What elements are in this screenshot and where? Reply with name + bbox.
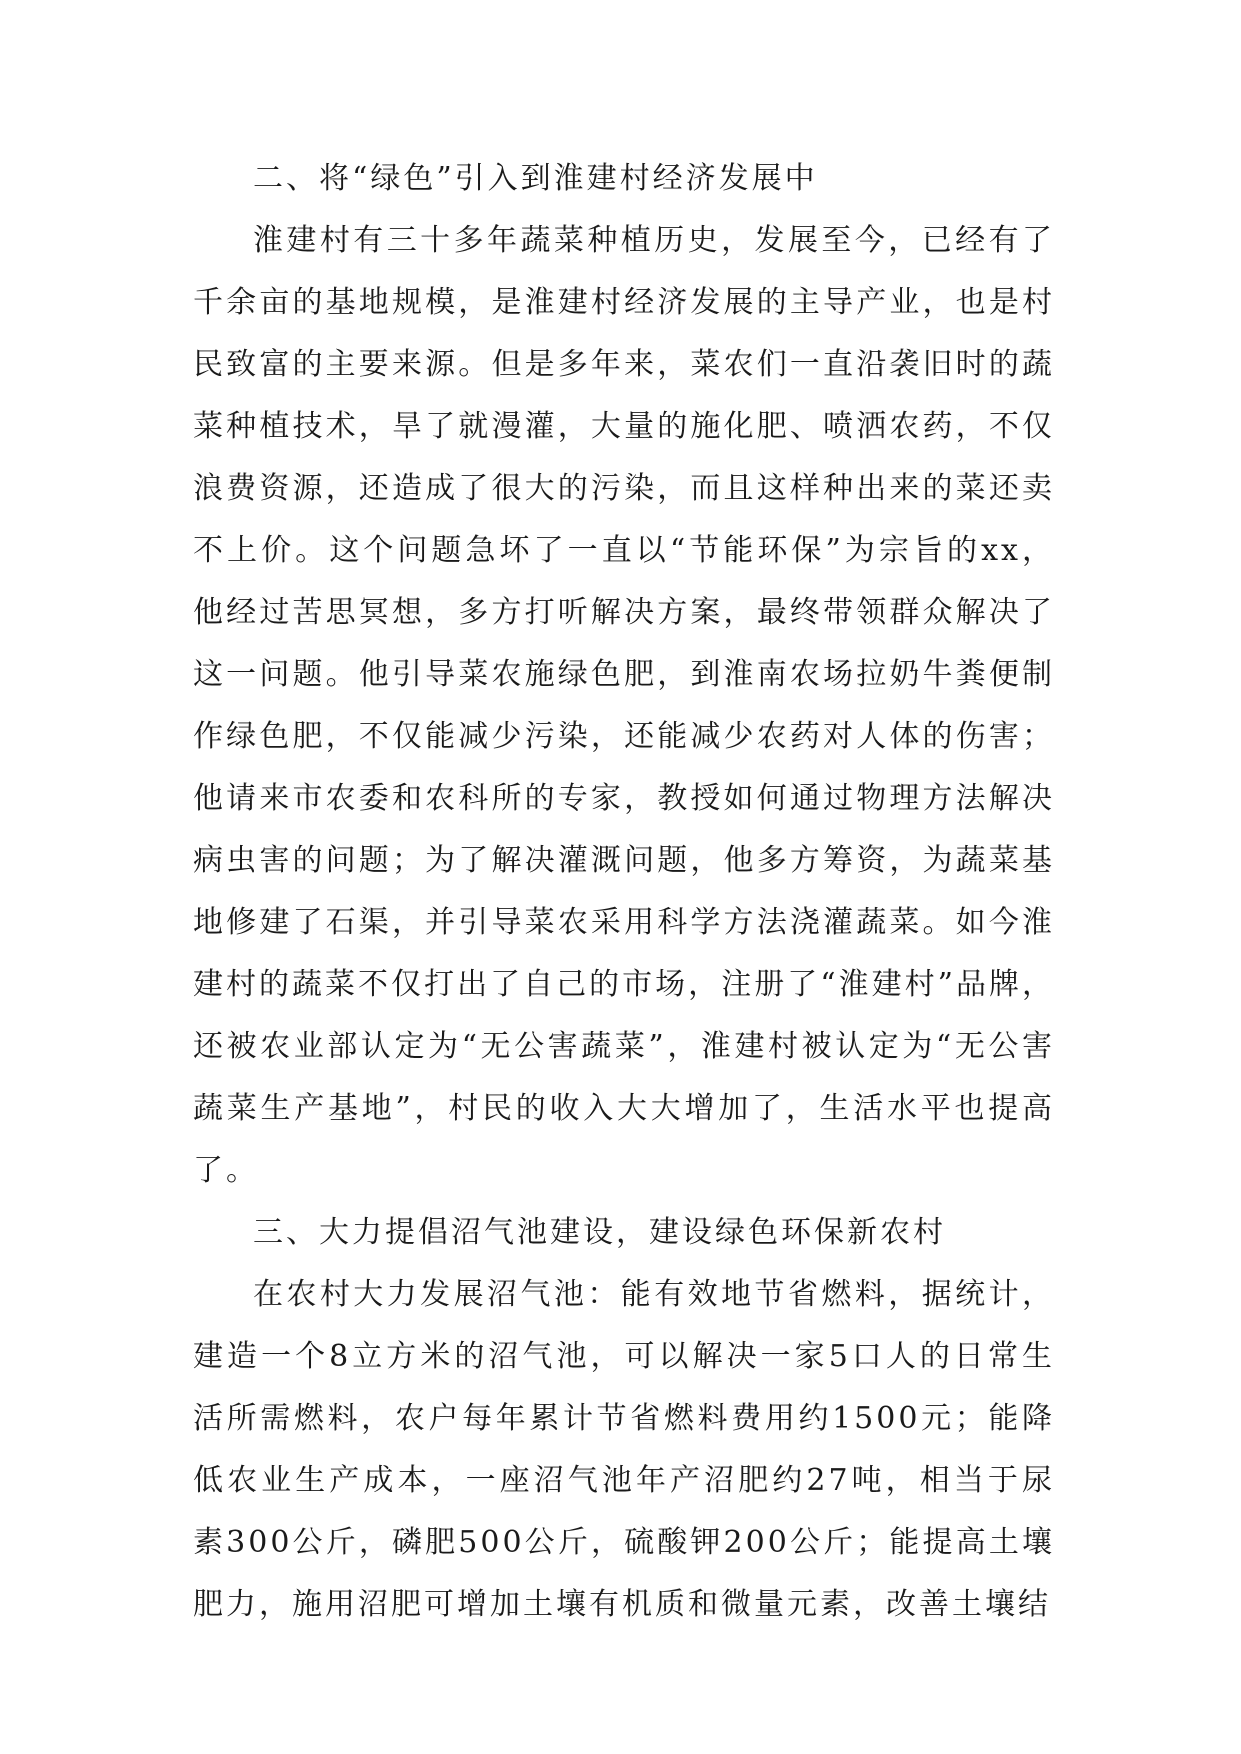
- paragraph-vegetable-farming: 淮建村有三十多年蔬菜种植历史，发展至今，已经有了千余亩的基地规模，是淮建村经济发展的主导产业，也是村民致富的主要来源。但是多年来，菜农们一直沿袭旧时的蔬菜种植技术，旱了就漫灌，大量的施化肥、喷洒农药，不仅浪费资源，还造成了很大的污染，而且这样种出来的菜还卖不上价。这个问题急坏了一直以“节能环保”为宗旨的xx，他经过苦思冥想，多方打听解决方案，最终带领群众解决了这一问题。他引导菜农施绿色肥，到淮南农场拉奶牛粪便制作绿色肥，不仅能减少污染，还能减少农药对人体的伤害；他请来市农委和农科所的专家，教授如何通过物理方法解决病虫害的问题；为了解决灌溉问题，他多方筹资，为蔬菜基地修建了石渠，并引导菜农采用科学方法浇灌蔬菜。如今淮建村的蔬菜不仅打出了自己的市场，注册了“淮建村”品牌，还被农业部认定为“无公害蔬菜”，淮建村被认定为“无公害蔬菜生产基地”，村民的收入大大增加了，生活水平也提高了。: [193, 223, 1055, 1188]
- section-heading-biogas: 三、大力提倡沼气池建设，建设绿色环保新农村: [253, 1215, 946, 1250]
- section-heading-green-economy: 二、将“绿色”引入到淮建村经济发展中: [253, 161, 818, 196]
- paragraph-biogas-benefits: 在农村大力发展沼气池：能有效地节省燃料，据统计，建造一个8立方米的沼气池，可以解决一家5口人的日常生活所需燃料，农户每年累计节省燃料费用约1500元；能降低农业生产成本，一座沼气池年产沼肥约27吨，相当于尿素300公斤，磷肥500公斤，硫酸钾200公斤；能提高土壤肥力，施用沼肥可增加土壤有机质和微量元素，改善土壤结: [193, 1277, 1055, 1622]
- document-page: [193, 148, 1055, 1636]
